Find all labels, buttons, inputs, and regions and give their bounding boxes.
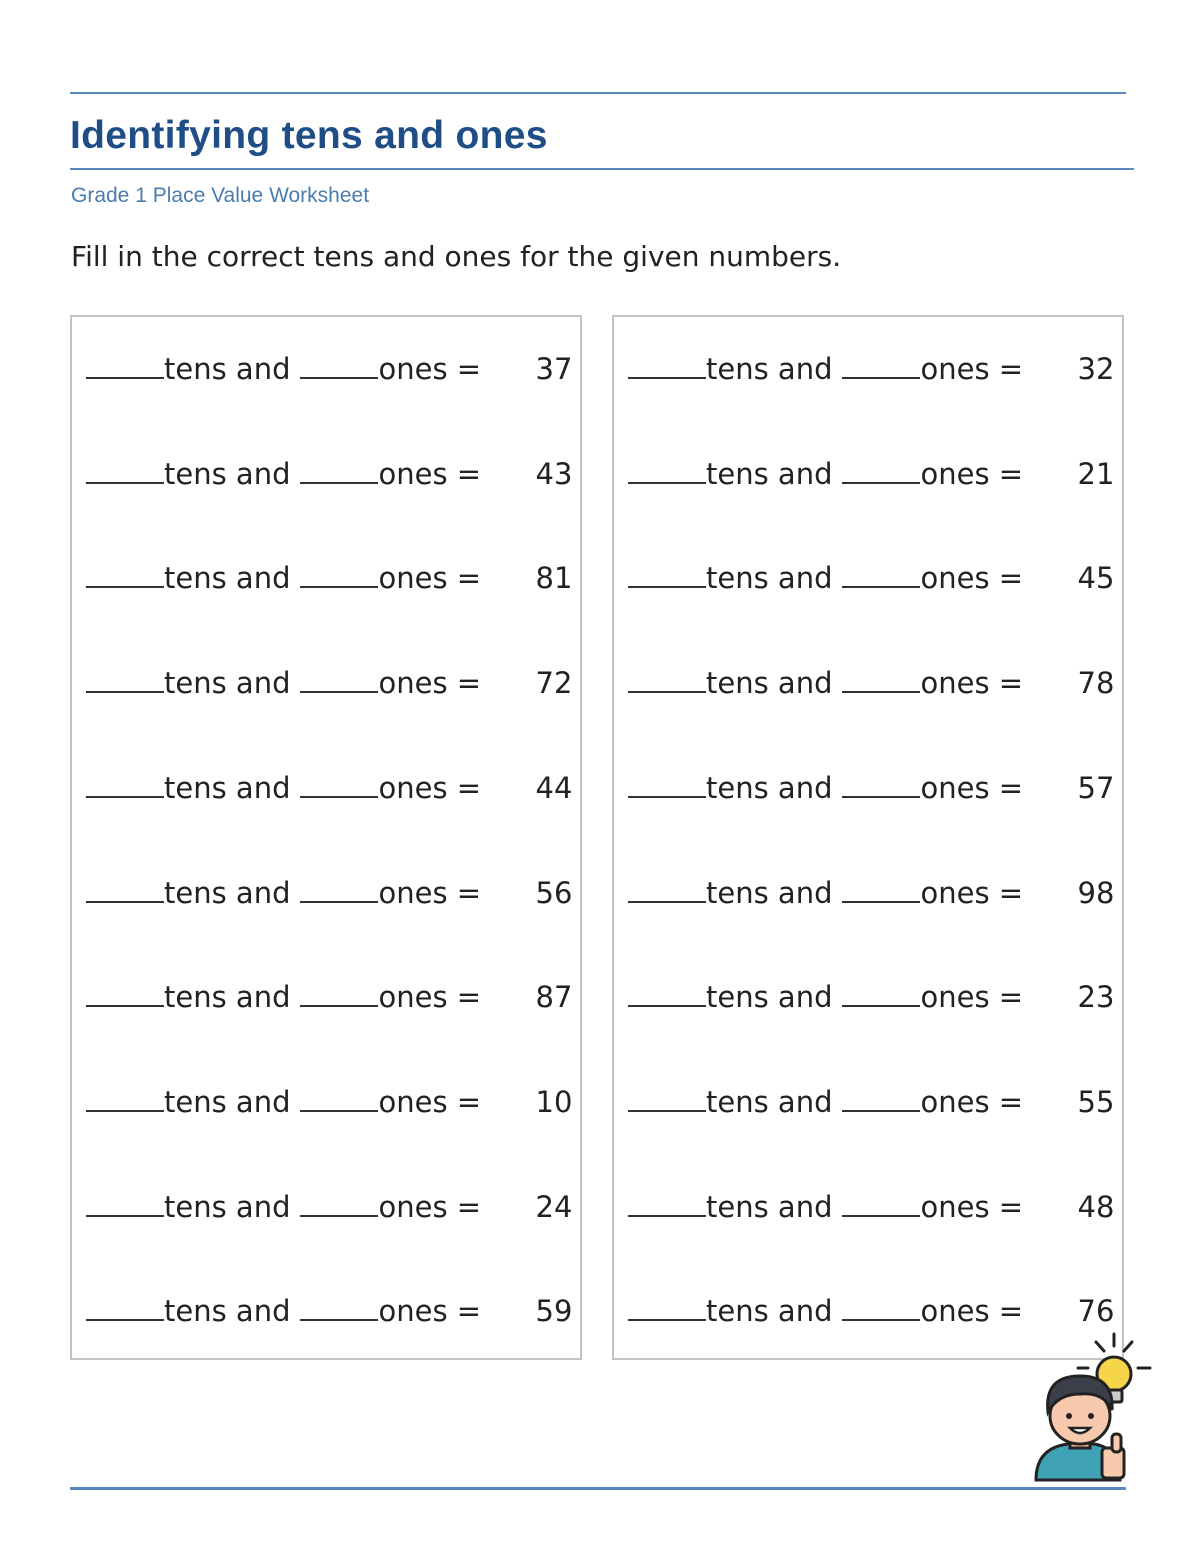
ones-answer-blank[interactable] (300, 1187, 378, 1217)
tens-label: tens and (164, 1084, 291, 1119)
tens-label: tens and (164, 561, 291, 596)
ones-label: ones = (378, 561, 482, 596)
target-number: 10 (535, 1084, 573, 1119)
problem-row (86, 1082, 573, 1122)
target-number: 59 (535, 1294, 573, 1329)
tens-answer-blank[interactable] (86, 768, 164, 798)
ones-answer-blank[interactable] (842, 768, 920, 798)
ones-label: ones = (920, 666, 1024, 701)
problem-row (628, 558, 1115, 598)
ones-label: ones = (920, 875, 1024, 910)
ones-answer-blank[interactable] (300, 977, 378, 1007)
problem-row (628, 454, 1115, 494)
problem-row (86, 768, 573, 808)
problem-row (86, 349, 573, 389)
top-rule (70, 92, 1126, 94)
bottom-rule (70, 1487, 1126, 1490)
right-problem-panel (612, 315, 1124, 1360)
tens-label: tens and (164, 666, 291, 701)
ones-label: ones = (378, 1084, 482, 1119)
student-idea-icon (1028, 1332, 1153, 1486)
problem-row (86, 1291, 573, 1331)
tens-answer-blank[interactable] (628, 768, 706, 798)
problem-row (628, 663, 1115, 703)
ones-label: ones = (378, 666, 482, 701)
problem-row (628, 768, 1115, 808)
problem-row (628, 873, 1115, 913)
ones-label: ones = (920, 352, 1024, 386)
target-number: 32 (1077, 352, 1115, 386)
target-number: 72 (535, 666, 573, 701)
tens-answer-blank[interactable] (628, 454, 706, 484)
tens-answer-blank[interactable] (86, 1187, 164, 1217)
tens-answer-blank[interactable] (628, 873, 706, 903)
tens-answer-blank[interactable] (628, 977, 706, 1007)
tens-answer-blank[interactable] (628, 1082, 706, 1112)
left-problem-panel (70, 315, 582, 1360)
problem-row (86, 558, 573, 598)
ones-answer-blank[interactable] (842, 558, 920, 588)
problem-row (628, 977, 1115, 1017)
tens-label: tens and (706, 561, 833, 596)
tens-label: tens and (706, 980, 833, 1015)
tens-label: tens and (164, 1294, 291, 1329)
ones-answer-blank[interactable] (300, 1082, 378, 1112)
ones-label: ones = (920, 561, 1024, 596)
ones-answer-blank[interactable] (842, 349, 920, 379)
tens-label: tens and (706, 456, 833, 491)
tens-answer-blank[interactable] (86, 663, 164, 693)
target-number: 57 (1077, 770, 1115, 805)
title-rule (70, 168, 1134, 170)
tens-label: tens and (706, 1189, 833, 1224)
tens-label: tens and (706, 352, 833, 386)
ones-answer-blank[interactable] (300, 558, 378, 588)
problem-row (628, 1187, 1115, 1227)
tens-answer-blank[interactable] (86, 558, 164, 588)
ones-answer-blank[interactable] (842, 454, 920, 484)
ones-label: ones = (378, 456, 482, 491)
problem-row (86, 663, 573, 703)
tens-answer-blank[interactable] (86, 349, 164, 379)
ones-answer-blank[interactable] (300, 768, 378, 798)
tens-label: tens and (164, 1189, 291, 1224)
ones-label: ones = (920, 770, 1024, 805)
tens-label: tens and (164, 980, 291, 1015)
target-number: 23 (1077, 980, 1115, 1015)
tens-label: tens and (706, 770, 833, 805)
problem-row (628, 1291, 1115, 1331)
problem-row (86, 454, 573, 494)
target-number: 76 (1077, 1294, 1115, 1329)
target-number: 81 (535, 561, 573, 596)
problem-row (86, 873, 573, 913)
ones-label: ones = (920, 980, 1024, 1015)
ones-label: ones = (378, 352, 482, 386)
ones-label: ones = (378, 875, 482, 910)
problem-row (86, 1187, 573, 1227)
ones-label: ones = (378, 1189, 482, 1224)
ones-answer-blank[interactable] (300, 349, 378, 379)
worksheet-subtitle: Grade 1 Place Value Worksheet (71, 184, 370, 207)
ones-label: ones = (378, 770, 482, 805)
tens-answer-blank[interactable] (86, 977, 164, 1007)
target-number: 98 (1077, 875, 1115, 910)
ones-answer-blank[interactable] (842, 1291, 920, 1321)
tens-answer-blank[interactable] (628, 558, 706, 588)
instructions-text: Fill in the correct tens and ones for the given numbers. (71, 240, 842, 273)
ones-answer-blank[interactable] (842, 1082, 920, 1112)
problem-row (628, 1082, 1115, 1122)
target-number: 56 (535, 875, 573, 910)
ones-answer-blank[interactable] (842, 977, 920, 1007)
ones-answer-blank[interactable] (842, 663, 920, 693)
ones-label: ones = (378, 980, 482, 1015)
tens-label: tens and (164, 352, 291, 386)
ones-label: ones = (378, 1294, 482, 1329)
tens-answer-blank[interactable] (628, 663, 706, 693)
ones-answer-blank[interactable] (300, 663, 378, 693)
tens-answer-blank[interactable] (628, 1187, 706, 1217)
ones-label: ones = (920, 456, 1024, 491)
target-number: 48 (1077, 1189, 1115, 1224)
tens-label: tens and (706, 666, 833, 701)
tens-label: tens and (706, 1084, 833, 1119)
tens-answer-blank[interactable] (86, 873, 164, 903)
target-number: 43 (535, 456, 573, 491)
tens-label: tens and (706, 875, 833, 910)
tens-label: tens and (164, 770, 291, 805)
target-number: 78 (1077, 666, 1115, 701)
target-number: 24 (535, 1189, 573, 1224)
ones-label: ones = (920, 1189, 1024, 1224)
problem-row (628, 349, 1115, 389)
page-title: Identifying tens and ones (70, 114, 548, 157)
target-number: 87 (535, 980, 573, 1015)
ones-label: ones = (920, 1084, 1024, 1119)
ones-label: ones = (920, 1294, 1024, 1329)
tens-answer-blank[interactable] (628, 1291, 706, 1321)
target-number: 37 (535, 352, 573, 386)
ones-answer-blank[interactable] (300, 873, 378, 903)
tens-answer-blank[interactable] (86, 1082, 164, 1112)
ones-answer-blank[interactable] (842, 1187, 920, 1217)
tens-label: tens and (164, 875, 291, 910)
ones-answer-blank[interactable] (842, 873, 920, 903)
ones-answer-blank[interactable] (300, 1291, 378, 1321)
target-number: 55 (1077, 1084, 1115, 1119)
tens-answer-blank[interactable] (628, 349, 706, 379)
problem-row (86, 977, 573, 1017)
target-number: 44 (535, 770, 573, 805)
tens-label: tens and (164, 456, 291, 491)
target-number: 21 (1077, 456, 1115, 491)
tens-label: tens and (706, 1294, 833, 1329)
tens-answer-blank[interactable] (86, 454, 164, 484)
target-number: 45 (1077, 561, 1115, 596)
ones-answer-blank[interactable] (300, 454, 378, 484)
tens-answer-blank[interactable] (86, 1291, 164, 1321)
